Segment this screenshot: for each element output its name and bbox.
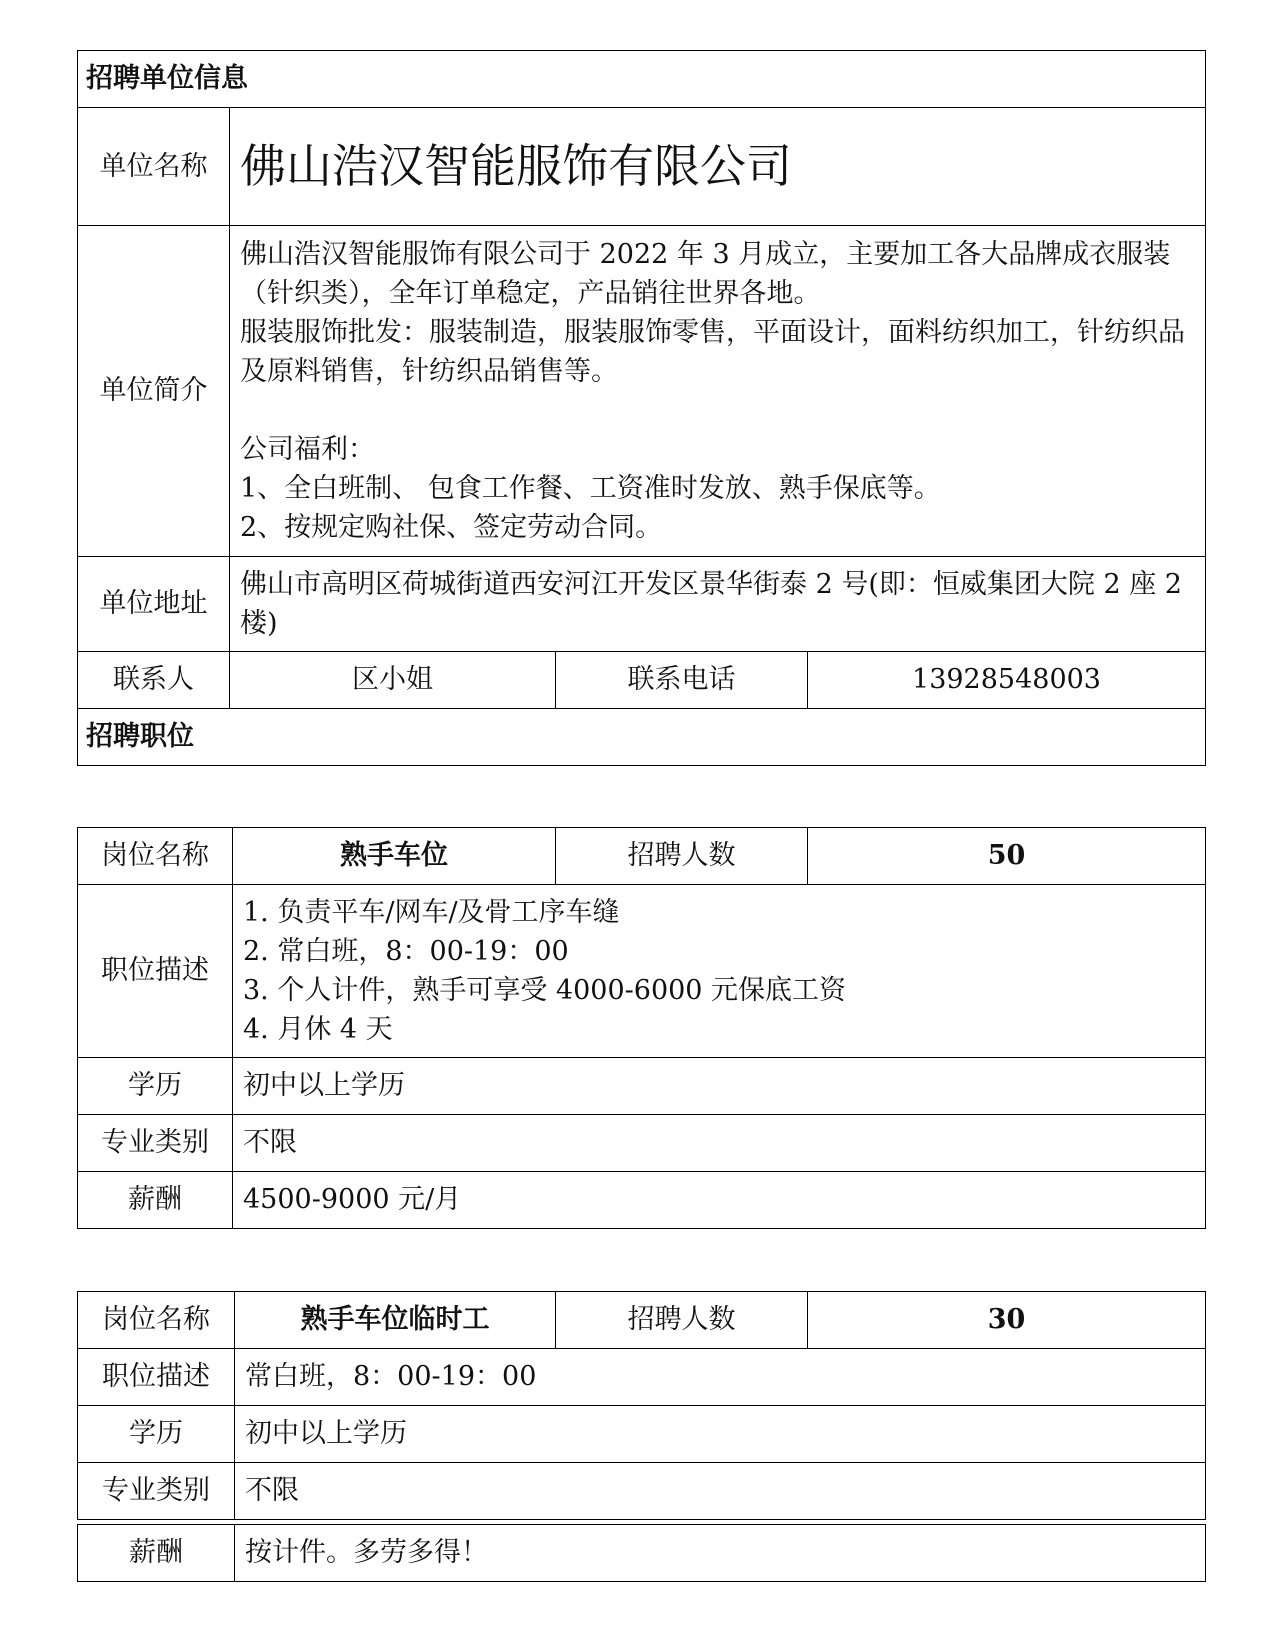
job2-desc-label: 职位描述: [78, 1349, 235, 1406]
job1-salary-label: 薪酬: [78, 1172, 233, 1229]
job1-title-value: 熟手车位: [233, 828, 556, 885]
company-info-table: [77, 50, 1206, 766]
intro-line: 2、按规定购社保、签定劳动合同。: [240, 511, 663, 543]
intro-line: 公司福利：: [240, 433, 375, 465]
job2-salary-table: [77, 1524, 1206, 1582]
job1-count-label: 招聘人数: [556, 828, 808, 885]
company-intro-label: 单位简介: [78, 226, 230, 557]
phone-value: 13928548003: [808, 652, 1206, 709]
contact-value: 区小姐: [230, 652, 556, 709]
desc-line: 2. 常白班，8：00-19：00: [243, 935, 569, 967]
desc-line: 1. 负责平车/网车/及骨工序车缝: [243, 896, 620, 928]
job2-count-value: 30: [808, 1292, 1206, 1349]
company-name-value: 佛山浩汉智能服饰有限公司: [230, 108, 1206, 226]
job1-desc: [233, 885, 1206, 1058]
job2-edu-value: 初中以上学历: [235, 1406, 1206, 1463]
intro-line: 服装服饰批发：服装制造，服装服饰零售，平面设计，面料纺织加工，针纺织品及原料销售，针纺织品销售等。: [240, 317, 1185, 388]
job2-edu-label: 学历: [78, 1406, 235, 1463]
job2-major-value: 不限: [235, 1463, 1206, 1520]
company-intro: [230, 226, 1206, 557]
company-name-label: 单位名称: [78, 108, 230, 226]
job2-title-label: 岗位名称: [78, 1292, 235, 1349]
positions-header: 招聘职位: [78, 709, 1206, 766]
job2-salary-value: 按计件。多劳多得！: [235, 1525, 1206, 1582]
job1-edu-value: 初中以上学历: [233, 1058, 1206, 1115]
company-address-label: 单位地址: [78, 557, 230, 652]
company-address-value: 佛山市高明区荷城街道西安河江开发区景华街泰 2 号(即：恒威集团大院 2 座 2 楼): [230, 557, 1206, 652]
intro-line: 1、全白班制、 包食工作餐、工资准时发放、熟手保底等。: [240, 472, 941, 504]
desc-line: 3. 个人计件，熟手可享受 4000-6000 元保底工资: [243, 975, 847, 1006]
job1-table: [77, 827, 1206, 1229]
intro-line: 佛山浩汉智能服饰有限公司于 2022 年 3 月成立，主要加工各大品牌成衣服装（针织类），全年订单稳定，产品销往世界各地。: [240, 239, 1171, 310]
job2-count-label: 招聘人数: [556, 1292, 808, 1349]
job2-major-label: 专业类别: [78, 1463, 235, 1520]
job2-salary-label: 薪酬: [78, 1525, 235, 1582]
desc-line: 4. 月休 4 天: [243, 1014, 393, 1046]
phone-label: 联系电话: [556, 652, 808, 709]
job1-desc-label: 职位描述: [78, 885, 233, 1058]
job2-title-value: 熟手车位临时工: [235, 1292, 556, 1349]
company-section-header: 招聘单位信息: [78, 51, 1206, 108]
contact-label: 联系人: [78, 652, 230, 709]
job2-desc-value: 常白班，8：00-19：00: [235, 1349, 1206, 1406]
job1-count-value: 50: [808, 828, 1206, 885]
job1-salary-value: 4500-9000 元/月: [233, 1172, 1206, 1229]
job2-table: [77, 1291, 1206, 1520]
job1-major-value: 不限: [233, 1115, 1206, 1172]
job1-major-label: 专业类别: [78, 1115, 233, 1172]
job1-title-label: 岗位名称: [78, 828, 233, 885]
job1-edu-label: 学历: [78, 1058, 233, 1115]
